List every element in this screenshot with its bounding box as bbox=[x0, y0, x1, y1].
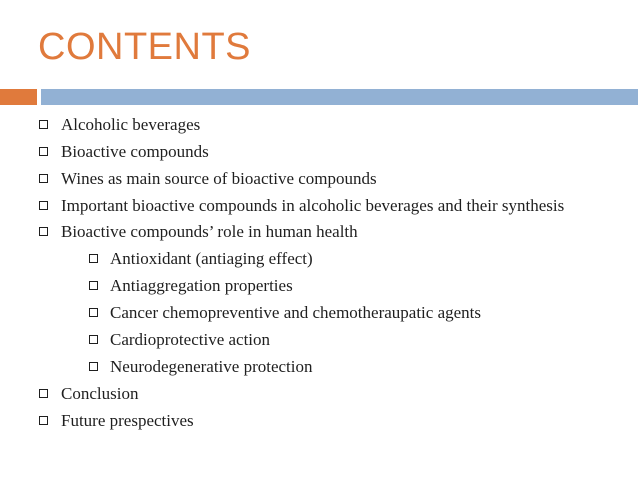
title-rule-bar bbox=[41, 89, 638, 105]
list-item bbox=[38, 114, 600, 135]
hollow-square-icon bbox=[39, 389, 48, 398]
contents-list bbox=[38, 114, 600, 437]
sub-list-item-label: Neurodegenerative protection bbox=[110, 357, 313, 376]
sub-list-item-label: Cardioprotective action bbox=[110, 330, 271, 349]
sub-list-item bbox=[88, 275, 600, 296]
sub-list-item-label: Cancer chemopreventive and chemotheraupatic agents bbox=[110, 303, 481, 322]
sub-list-item-label: Antiaggregation properties bbox=[110, 276, 293, 295]
list-item-label: Bioactive compounds bbox=[61, 142, 209, 161]
hollow-square-icon bbox=[39, 174, 48, 183]
hollow-square-icon bbox=[89, 254, 98, 263]
sub-list-item bbox=[88, 302, 600, 323]
slide-title: CONTENTS bbox=[38, 26, 251, 68]
sub-list-item bbox=[88, 356, 600, 377]
hollow-square-icon bbox=[89, 362, 98, 371]
sub-list-item bbox=[88, 329, 600, 350]
list-item-label: Bioactive compounds’ role in human health bbox=[61, 222, 358, 241]
hollow-square-icon bbox=[39, 147, 48, 156]
sub-list-item-label: Antioxidant (antiaging effect) bbox=[110, 249, 313, 268]
hollow-square-icon bbox=[89, 335, 98, 344]
hollow-square-icon bbox=[89, 281, 98, 290]
sub-list-item bbox=[88, 248, 600, 269]
list-item-label: Important bioactive compounds in alcoholic beverages and their synthesis bbox=[61, 196, 565, 215]
list-item-label: Alcoholic beverages bbox=[61, 115, 201, 134]
list-item bbox=[38, 410, 600, 431]
list-item-label: Conclusion bbox=[61, 384, 139, 403]
list-item bbox=[38, 195, 600, 216]
list-item-label: Wines as main source of bioactive compounds bbox=[61, 169, 377, 188]
list-item-label: Future prespectives bbox=[61, 411, 194, 430]
list-item bbox=[38, 168, 600, 189]
list-item bbox=[38, 141, 600, 162]
hollow-square-icon bbox=[39, 416, 48, 425]
title-accent-bar bbox=[0, 89, 37, 105]
hollow-square-icon bbox=[39, 201, 48, 210]
list-item bbox=[38, 383, 600, 404]
hollow-square-icon bbox=[89, 308, 98, 317]
list-item bbox=[38, 221, 600, 242]
hollow-square-icon bbox=[39, 120, 48, 129]
hollow-square-icon bbox=[39, 227, 48, 236]
